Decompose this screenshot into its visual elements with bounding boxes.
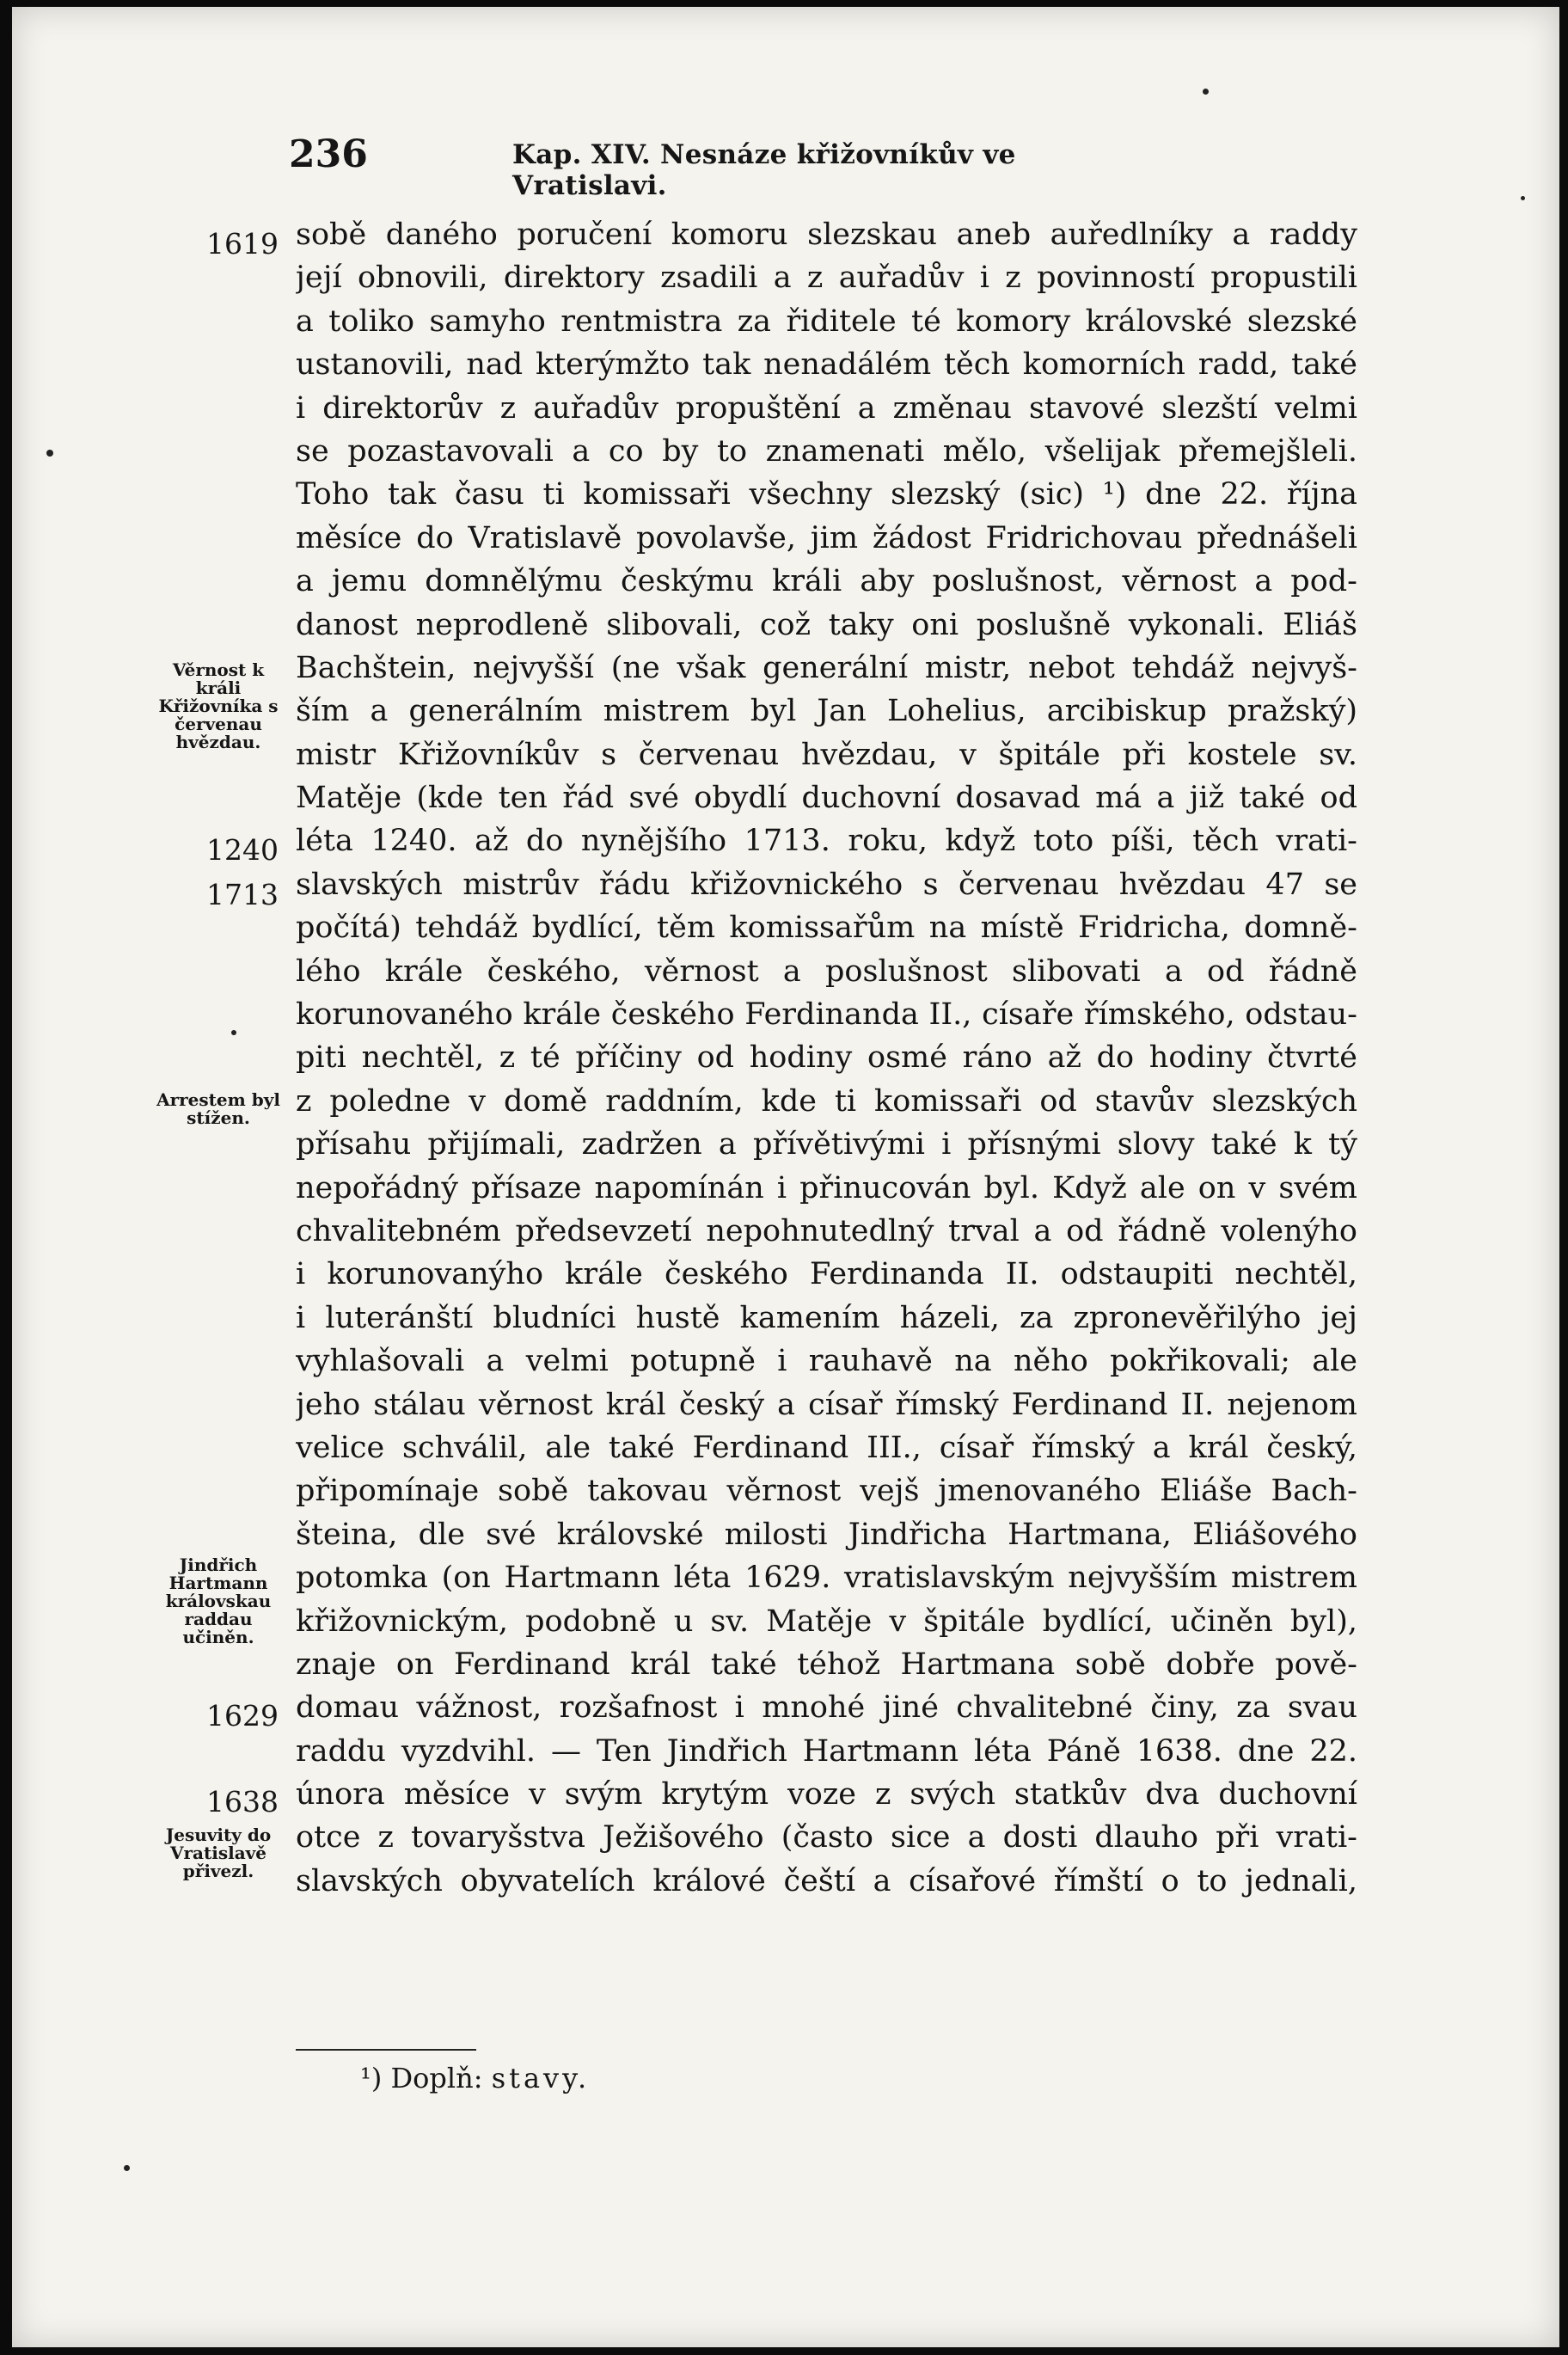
scan-speck — [1203, 89, 1209, 95]
footnote-rule — [296, 2049, 476, 2051]
body-text — [296, 213, 1357, 1903]
text-line: slavských mistrův řádu křižovnického s červenau hvězdau 47 se — [296, 867, 1357, 902]
text-line: slavských obyvatelích králové čeští a císařové římští o to jednali, — [296, 1863, 1357, 1898]
footnote — [360, 2062, 590, 2094]
margin-notes — [150, 227, 287, 2162]
text-line: šteina, dle své královské milosti Jindřicha Hartmana, Eliášového — [296, 1517, 1357, 1552]
text-line: nepořádný přísaze napomínán i přinucován byl. Když ale on v svém — [296, 1170, 1357, 1205]
text-line: raddu vyzdvihl. — Ten Jindřich Hartmann léta Páně 1638. dne 22. — [296, 1733, 1357, 1769]
margin-gloss: Arrestem byl stížen. — [156, 1089, 280, 1128]
footnote-marker: ¹) Doplň: — [360, 2062, 492, 2094]
text-line: Bachštein, nejvyšší (ne však generální mistr, nebot tehdáž nejvyš- — [296, 650, 1357, 685]
margin-year: 1629 — [206, 1699, 279, 1733]
margin-gloss: Jesuvity do Vratislavě přivezl. — [165, 1825, 272, 1881]
text-line: a toliko samyho rentmistra za řiditele té komory královské slezské — [296, 304, 1357, 339]
text-line: znaje on Ferdinand král také téhož Hartmana sobě dobře pově- — [296, 1647, 1357, 1682]
text-line: korunovaného krále českého Ferdinanda II., císaře římského, odstau- — [296, 997, 1357, 1033]
book-page — [12, 7, 1559, 2347]
text-line: jeho stálau věrnost král český a císař římský Ferdinand II. nejenom — [296, 1387, 1357, 1422]
text-line: i korunovanýho krále českého Ferdinanda II. odstaupiti nechtěl, — [296, 1257, 1357, 1292]
text-line: křižovnickým, podobně u sv. Matěje v špitále bydlící, učiněn byl), — [296, 1604, 1357, 1639]
running-head: Kap. XIV. Nesnáze křižovníkův ve Vratislavi. — [512, 139, 1016, 201]
margin-year: 1638 — [206, 1785, 279, 1818]
text-line: ustanovili, nad kterýmžto tak nenadálém těch komorních radd, také — [296, 347, 1357, 383]
text-line: Matěje (kde ten řád své obydlí duchovní dosavad má a již také od — [296, 781, 1357, 816]
page-number: 236 — [289, 132, 368, 176]
text-line: velice schválil, ale také Ferdinand III., císař římský a král český, — [296, 1430, 1357, 1465]
text-line: otce z tovaryšstva Ježišového (často sice a dosti dlauho při vrati- — [296, 1820, 1357, 1855]
text-line: měsíce do Vratislavě povolavše, jim žádost Fridrichovau přednášeli — [296, 520, 1357, 555]
scan-speck — [46, 450, 53, 457]
text-line: ším a generálním mistrem byl Jan Lohelius, arcibiskup pražský) — [296, 694, 1357, 729]
scan-speck — [1521, 196, 1525, 200]
page-header — [289, 132, 1148, 201]
text-line: danost neprodleně slibovali, což taky oni poslušně vykonali. Eliáš — [296, 607, 1357, 642]
margin-year: 1240 — [206, 833, 279, 867]
margin-gloss: Jindřich Hartmann královskau raddau učiněn. — [165, 1555, 272, 1647]
text-line: připomínaje sobě takovau věrnost vejš jmenovaného Eliáše Bach- — [296, 1474, 1357, 1509]
text-line: vyhlašovali a velmi potupně i rauhavě na něho pokřikovali; ale — [296, 1344, 1357, 1379]
text-line: její obnovili, direktory zsadili a z auřadův i z povinností propustili — [296, 261, 1357, 296]
text-line: piti nechtěl, z té příčiny od hodiny osmé ráno až do hodiny čtvrté — [296, 1040, 1357, 1076]
text-line: potomka (on Hartmann léta 1629. vratislavským nejvyšším mistrem — [296, 1561, 1357, 1596]
text-line: února měsíce v svým krytým voze z svých statkův dva duchovní — [296, 1777, 1357, 1812]
text-line: počítá) tehdáž bydlící, těm komissařům na místě Fridricha, domně- — [296, 911, 1357, 946]
text-line: i direktorův z auřadův propuštění a změnau stavové slezští velmi — [296, 390, 1357, 426]
text-line: lého krále českého, věrnost a poslušnost slibovati a od řádně — [296, 954, 1357, 989]
text-line: z poledne v domě raddním, kde ti komissaři od stavův slezských — [296, 1083, 1357, 1119]
text-line: přísahu přijímali, zadržen a přívětivými i přísnými slovy také k tý — [296, 1127, 1357, 1162]
text-line: léta 1240. až do nynějšího 1713. roku, když toto píši, těch vrati- — [296, 824, 1357, 859]
text-line: mistr Křižovníkův s červenau hvězdau, v špitále při kostele sv. — [296, 737, 1357, 772]
text-line: chvalitebném předsevzetí nepohnutedlný trval a od řádně volenýho — [296, 1213, 1357, 1248]
scan-speck — [231, 1030, 236, 1035]
margin-year: 1619 — [206, 227, 279, 261]
margin-gloss: Věrnost k králi Křižovníka s červenau hvězdau. — [158, 659, 279, 752]
text-line: se pozastavovali a co by to znamenati mělo, všelijak přemejšleli. — [296, 433, 1357, 469]
scan-speck — [124, 2165, 130, 2171]
footnote-text: stavy. — [491, 2062, 591, 2094]
text-line: Toho tak času ti komissaři všechny slezský (sic) ¹) dne 22. října — [296, 477, 1357, 512]
text-line: domau vážnost, rozšafnost i mnohé jiné chvalitebné činy, za svau — [296, 1690, 1357, 1726]
text-line: sobě daného poručení komoru slezskau aneb auředlníky a raddy — [296, 218, 1357, 252]
text-line: i luteránští bludníci hustě kamením házeli, za zpronevěřilýho jej — [296, 1300, 1357, 1335]
margin-year: 1713 — [206, 878, 279, 911]
text-line: a jemu domnělýmu českýmu králi aby poslušnost, věrnost a pod- — [296, 564, 1357, 599]
